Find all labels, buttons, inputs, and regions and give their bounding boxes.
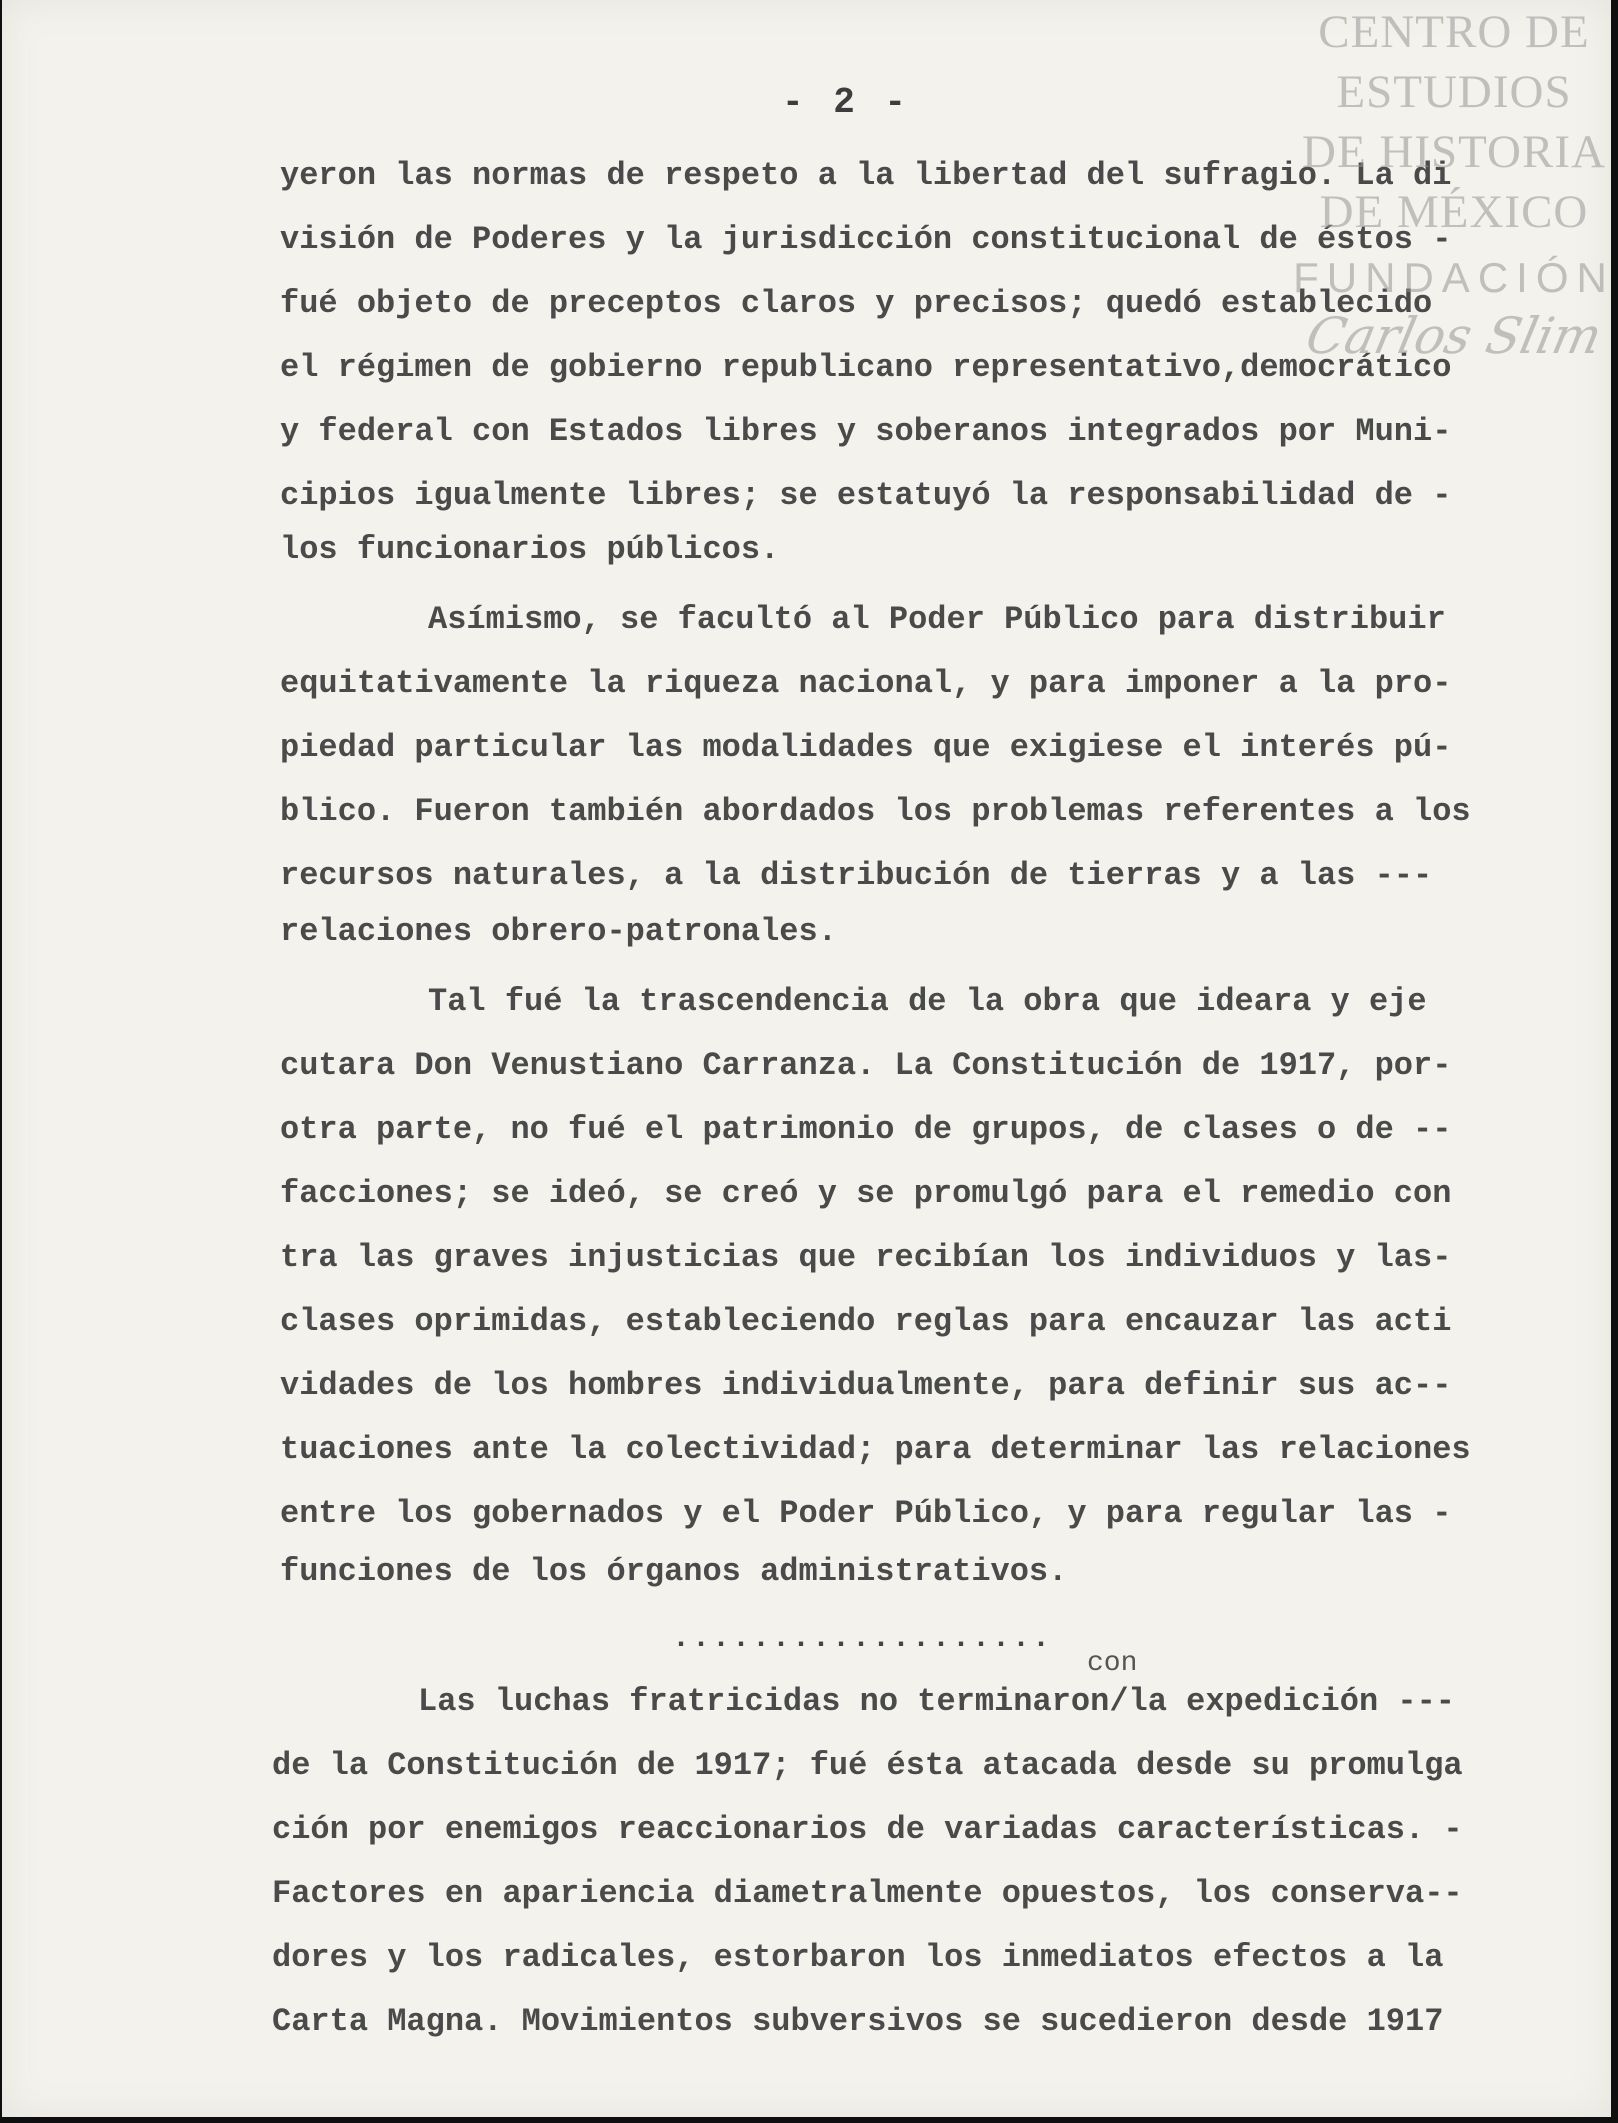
text-line: Las luchas fratricidas no terminaron/la expedición --- — [418, 1683, 1455, 1720]
watermark-line: ESTUDIOS — [1336, 66, 1572, 118]
handwritten-insert: con — [1087, 1648, 1138, 1679]
text-line: vidades de los hombres individualmente, para definir sus ac-- — [280, 1367, 1452, 1404]
text-line: y federal con Estados libres y soberanos integrados por Muni- — [280, 413, 1452, 450]
text-line: Carta Magna. Movimientos subversivos se sucedieron desde 1917 — [272, 2003, 1444, 2040]
text-line: Tal fué la trascendencia de la obra que ideara y eje — [428, 983, 1427, 1020]
text-line: funciones de los órganos administrativos. — [280, 1553, 1068, 1590]
text-line: ción por enemigos reaccionarios de variadas características. - — [272, 1811, 1463, 1848]
text-line: de la Constitución de 1917; fué ésta atacada desde su promulga — [272, 1747, 1463, 1784]
text-line: relaciones obrero-patronales. — [280, 913, 837, 950]
text-line: tuaciones ante la colectividad; para determinar las relaciones — [280, 1431, 1471, 1468]
watermark-signature: Carlos Slim — [1301, 307, 1607, 365]
text-line: Asímismo, se facultó al Poder Público para distribuir — [428, 601, 1446, 638]
text-line: dores y los radicales, estorbaron los inmediatos efectos a la — [272, 1939, 1444, 1976]
watermark-foundation: FUNDACIÓN — [1293, 254, 1615, 301]
text-line: los funcionarios públicos. — [280, 531, 780, 568]
text-line: recursos naturales, a la distribución de tierras y a las --- — [280, 857, 1433, 894]
text-line: blico. Fueron también abordados los problemas referentes a los — [280, 793, 1471, 830]
page-number: - 2 - — [782, 82, 911, 123]
archive-watermark — [1288, 2, 1618, 366]
text-line: visión de Poderes y la jurisdicción constitucional de éstos - — [280, 221, 1452, 258]
watermark-line: DE MÉXICO — [1319, 186, 1589, 238]
text-line: facciones; se ideó, se creó y se promulgó para el remedio con — [280, 1175, 1452, 1212]
watermark-line: DE HISTORIA — [1302, 126, 1606, 178]
text-line: piedad particular las modalidades que exigiese el interés pú- — [280, 729, 1452, 766]
document-page — [2, 0, 1615, 2117]
watermark-line: CENTRO DE — [1318, 6, 1590, 58]
text-line: cipios igualmente libres; se estatuyó la responsabilidad de - — [280, 477, 1452, 514]
text-line: tra las graves injusticias que recibían los individuos y las- — [280, 1239, 1452, 1276]
text-line: entre los gobernados y el Poder Público, y para regular las - — [280, 1495, 1452, 1532]
text-line: fué objeto de preceptos claros y precisos; quedó establecido — [280, 285, 1433, 322]
text-line: el régimen de gobierno republicano representativo,democrático — [280, 349, 1452, 386]
section-separator: ................... — [672, 1622, 1053, 1656]
text-line: Factores en apariencia diametralmente opuestos, los conserva-- — [272, 1875, 1463, 1912]
text-line: yeron las normas de respeto a la libertad del sufragio. La di — [280, 157, 1452, 194]
text-line: clases oprimidas, estableciendo reglas para encauzar las acti — [280, 1303, 1452, 1340]
text-line: equitativamente la riqueza nacional, y para imponer a la pro- — [280, 665, 1452, 702]
text-line: cutara Don Venustiano Carranza. La Constitución de 1917, por- — [280, 1047, 1452, 1084]
text-line: otra parte, no fué el patrimonio de grupos, de clases o de -- — [280, 1111, 1452, 1148]
